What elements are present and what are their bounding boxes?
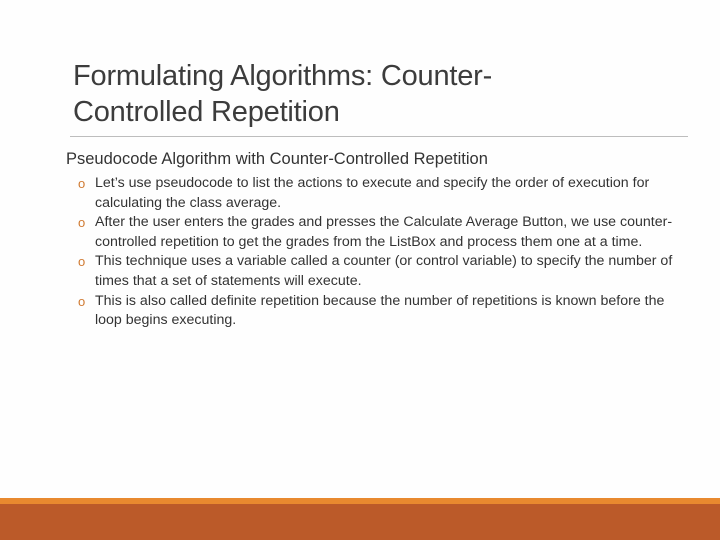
bullet-item [78,174,678,213]
bullet-text: This technique uses a variable called a counter (or control variable) to specify the number of times that a set of statements will execute. [95,253,673,289]
title-divider [70,136,688,137]
bullet-marker-icon: o [78,176,86,191]
bullet-marker-icon: o [78,254,86,270]
title-line-2: Controlled Repetition [73,96,340,128]
bullet-item [78,292,678,331]
bullet-text: This is also called definite repetition because the number of repetitions is known before the loop begins executing. [95,292,665,329]
bullet-item [78,213,678,252]
title-line-1: Formulating Algorithms: Counter- [73,60,493,92]
footer-band [0,504,720,540]
bullet-marker-icon: o [78,293,86,309]
bullet-text: Let’s use pseudocode to list the actions to execute and specify the order of execution for calculating the class average. [95,175,650,211]
bullet-list [78,174,678,331]
bullet-text: After the user enters the grades and presses the Calculate Average Button, we use counter-controlled repetition to get the grades from the ListBox and process them one at a time. [95,214,673,250]
bullet-marker-icon: o [78,215,86,231]
section-heading: Pseudocode Algorithm with Counter-Controlled Repetition [66,150,488,168]
slide-title [73,58,673,130]
bullet-item [78,252,678,291]
